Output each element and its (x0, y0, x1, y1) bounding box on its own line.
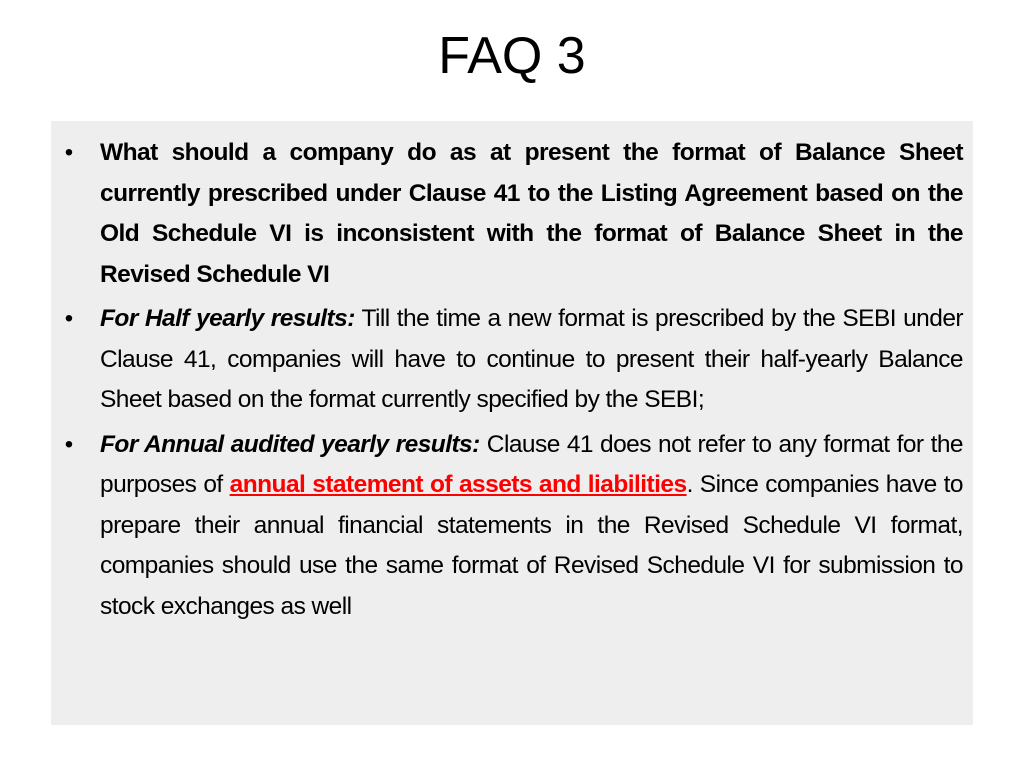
slide-title: FAQ 3 (438, 27, 586, 85)
bullet-item-annual (51, 425, 963, 628)
bullet-item-question (51, 133, 963, 295)
bullet-text (100, 133, 963, 295)
half-yearly-lead: For Half yearly results: (100, 305, 355, 332)
bullet-icon: • (64, 139, 74, 166)
question-text: What should a company do as at present the format of Balance Sheet currently prescribed under Clause 41 to the Listing Agreement based on the Old Schedule VI is inconsistent with the format of Balance Sheet in the Revised Schedule VI (100, 139, 963, 288)
annual-body-before: Clause 41 does not refer to any format for the purposes of (100, 430, 963, 498)
bullet-icon: • (64, 430, 74, 458)
annual-lead: For Annual audited yearly results: (100, 430, 480, 458)
bullet-icon: • (64, 305, 74, 332)
bullet-text (100, 425, 963, 628)
half-yearly-body: Till the time a new format is prescribed by the SEBI under Clause 41, companies will have to continue to present their half-yearly Balance Sheet based on the format currently specified by the SEBI; (100, 305, 964, 413)
annual-body-after: . Since companies have to prepare their annual financial statements in the Revised Schedule VI format, companies should use the same format of Revised Schedule VI for submission to stock exchanges as well (100, 471, 963, 620)
bullet-text (100, 299, 963, 421)
bullet-item-half-yearly (51, 299, 963, 421)
annual-statement-link[interactable]: annual statement of assets and liabilities (229, 471, 687, 498)
content-box (51, 121, 973, 725)
bullet-list (51, 133, 963, 627)
